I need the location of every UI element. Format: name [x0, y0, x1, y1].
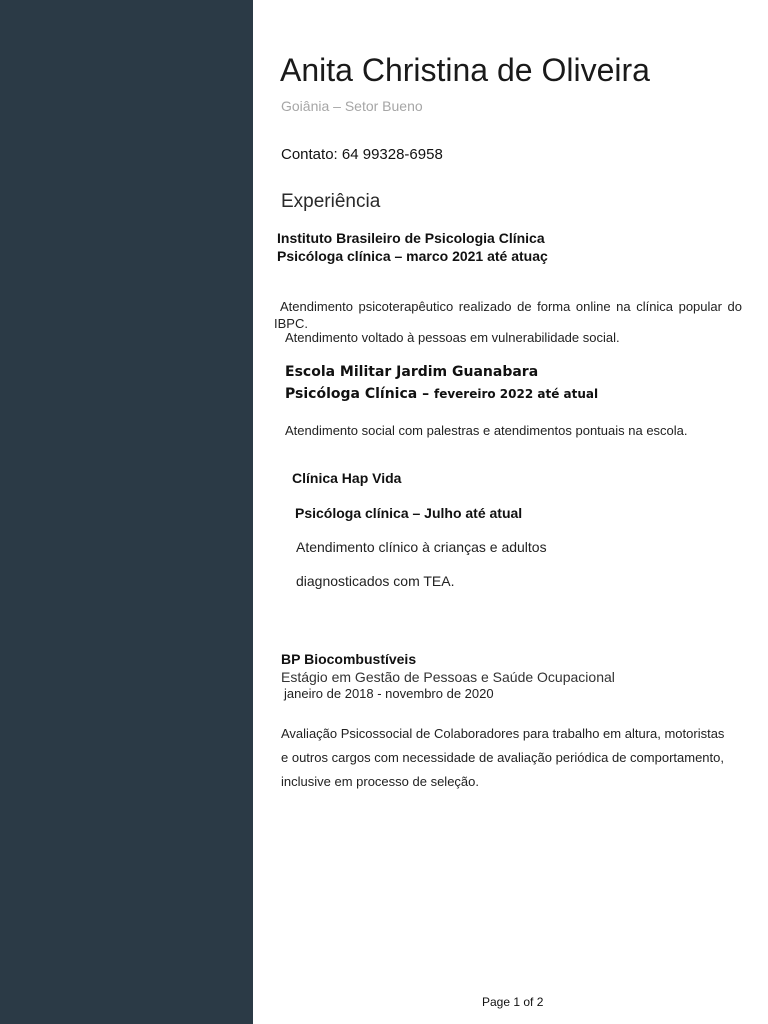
contact-text: Contato: 64 99328-6958: [281, 146, 443, 163]
job-4-description-3: inclusive em processo de seleção.: [281, 774, 479, 789]
job-1-description: Atendimento psicoterapêutico realizado de forma online na clínica popular do IBPC.: [274, 299, 742, 331]
job-4-role: Estágio em Gestão de Pessoas e Saúde Ocupacional: [281, 669, 615, 685]
job-4-period: janeiro de 2018 - novembro de 2020: [284, 686, 494, 701]
job-1-company: Instituto Brasileiro de Psicologia Clínica: [277, 230, 545, 246]
location-text: Goiânia – Setor Bueno: [281, 98, 423, 114]
job-4-company: BP Biocombustíveis: [281, 651, 417, 667]
job-3-role: Psicóloga clínica – Julho até atual: [295, 505, 523, 521]
job-3-description-2: diagnosticados com TEA.: [296, 573, 455, 589]
job-3-description: Atendimento clínico à crianças e adultos: [296, 539, 547, 555]
job-3-company: Clínica Hap Vida: [292, 470, 402, 486]
experience-heading: Experiência: [281, 191, 381, 212]
sidebar-panel: [0, 0, 253, 1024]
job-1-role: Psicóloga clínica – marco 2021 até atuaç: [277, 248, 548, 264]
job-1-description-2: Atendimento voltado à pessoas em vulnerabilidade social.: [285, 330, 620, 345]
job-2-role-period: fevereiro 2022 até atual: [433, 387, 599, 401]
job-4-description: Avaliação Psicossocial de Colaboradores para trabalho em altura, motoristas: [281, 726, 725, 741]
page-number: Page 1 of 2: [482, 995, 544, 1009]
job-4-description-2: e outros cargos com necessidade de avaliação periódica de comportamento,: [281, 750, 724, 765]
candidate-name: Anita Christina de Oliveira: [280, 52, 650, 88]
job-2-description: Atendimento social com palestras e atendimentos pontuais na escola.: [285, 423, 688, 438]
job-2-role-title: Psicóloga Clínica –: [285, 386, 430, 402]
job-2-role: [285, 386, 598, 402]
job-2-company: Escola Militar Jardim Guanabara: [285, 364, 539, 380]
